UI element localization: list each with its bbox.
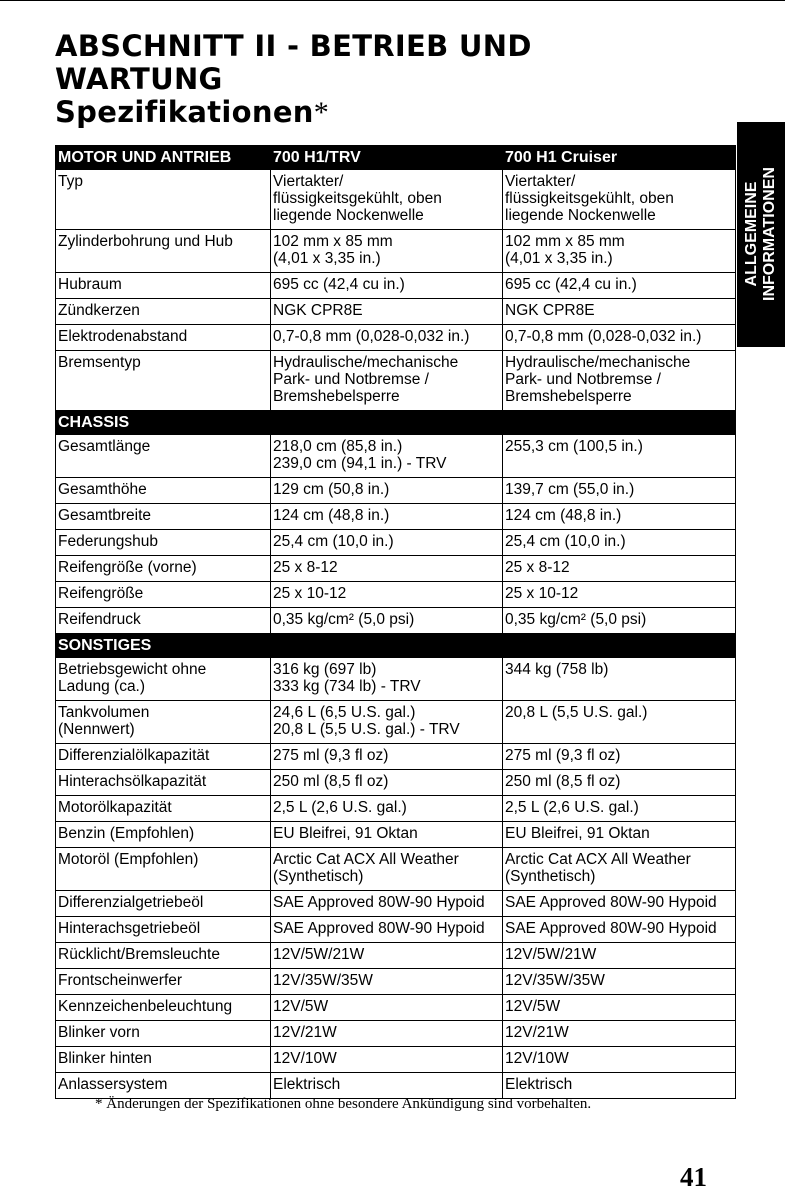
spec-label-cell: Tankvolumen (Nennwert) <box>56 701 271 744</box>
spec-value-cruiser-cell: SAE Approved 80W-90 Hypoid <box>503 891 736 917</box>
spec-value-cruiser-cell: 12V/21W <box>503 1021 736 1047</box>
spec-value-cruiser-cell: 102 mm x 85 mm (4,01 x 3,35 in.) <box>503 230 736 273</box>
spec-value-cruiser-cell: 124 cm (48,8 in.) <box>503 504 736 530</box>
table-row <box>56 969 736 995</box>
section-side-tab <box>737 122 785 347</box>
title-line-2: WARTUNG <box>55 62 223 96</box>
table-row <box>56 848 736 891</box>
spec-label-cell: Blinker hinten <box>56 1047 271 1073</box>
spec-value-cruiser-cell: 139,7 cm (55,0 in.) <box>503 478 736 504</box>
spec-label-cell: Motorölkapazität <box>56 796 271 822</box>
spec-value-trv-cell: SAE Approved 80W-90 Hypoid <box>271 917 503 943</box>
section-filler <box>271 411 736 435</box>
spec-value-trv-cell: 12V/10W <box>271 1047 503 1073</box>
spec-label-cell: Reifendruck <box>56 608 271 634</box>
top-rule <box>0 0 785 1</box>
header-700-h1-cruiser: 700 H1 Cruiser <box>503 146 736 170</box>
page-number: 41 <box>680 1162 707 1192</box>
spec-value-trv-cell: 275 ml (9,3 fl oz) <box>271 744 503 770</box>
footnote: * Änderungen der Spezifikationen ohne besondere Ankündigung sind vorbehalten. <box>95 1096 592 1112</box>
spec-label-cell: Differenzialgetriebeöl <box>56 891 271 917</box>
spec-value-cruiser-cell: Hydraulische/mechanische Park- und Notbremse / Bremshebelsperre <box>503 351 736 411</box>
table-row <box>56 478 736 504</box>
table-row <box>56 1047 736 1073</box>
table-row <box>56 273 736 299</box>
spec-value-trv-cell: Elektrisch <box>271 1073 503 1099</box>
spec-value-trv-cell: 25 x 8-12 <box>271 556 503 582</box>
spec-value-trv-cell: EU Bleifrei, 91 Oktan <box>271 822 503 848</box>
spec-value-cruiser-cell: 12V/5W <box>503 995 736 1021</box>
spec-label-cell: Blinker vorn <box>56 1021 271 1047</box>
spec-value-trv-cell: 0,35 kg/cm² (5,0 psi) <box>271 608 503 634</box>
spec-label-cell: Gesamtlänge <box>56 435 271 478</box>
spec-label-cell: Federungshub <box>56 530 271 556</box>
table-row <box>56 435 736 478</box>
spec-label-cell: Anlassersystem <box>56 1073 271 1099</box>
spec-label-cell: Hinterachsölkapazität <box>56 770 271 796</box>
spec-value-cruiser-cell: 20,8 L (5,5 U.S. gal.) <box>503 701 736 744</box>
spec-value-cruiser-cell: 25 x 8-12 <box>503 556 736 582</box>
spec-value-trv-cell: 12V/35W/35W <box>271 969 503 995</box>
title-line-1: ABSCHNITT II - BETRIEB UND <box>55 29 532 63</box>
table-row <box>56 658 736 701</box>
header-motor: MOTOR UND ANTRIEB <box>56 146 271 170</box>
subtitle-text: Spezifikationen <box>55 95 314 129</box>
subtitle-asterisk: * <box>313 96 330 129</box>
spec-value-cruiser-cell: 344 kg (758 lb) <box>503 658 736 701</box>
spec-label-cell: Motoröl (Empfohlen) <box>56 848 271 891</box>
spec-label-cell: Typ <box>56 170 271 230</box>
spec-value-cruiser-cell: NGK CPR8E <box>503 299 736 325</box>
table-row <box>56 701 736 744</box>
spec-value-trv-cell: 316 kg (697 lb) 333 kg (734 lb) - TRV <box>271 658 503 701</box>
spec-value-cruiser-cell: 275 ml (9,3 fl oz) <box>503 744 736 770</box>
table-row <box>56 170 736 230</box>
table-row <box>56 744 736 770</box>
spec-label-cell: Benzin (Empfohlen) <box>56 822 271 848</box>
table-row <box>56 917 736 943</box>
spec-value-cruiser-cell: Viertakter/ flüssigkeitsgekühlt, oben liegende Nockenwelle <box>503 170 736 230</box>
side-tab-label <box>743 122 779 347</box>
spec-value-cruiser-cell: 695 cc (42,4 cu in.) <box>503 273 736 299</box>
table-row <box>56 530 736 556</box>
spec-value-trv-cell: Arctic Cat ACX All Weather (Synthetisch) <box>271 848 503 891</box>
specifications-table <box>55 145 736 1099</box>
table-row <box>56 995 736 1021</box>
section-label: SONSTIGES <box>56 634 271 658</box>
spec-value-trv-cell: 12V/5W <box>271 995 503 1021</box>
side-tab-line-1: ALLGEMEINE <box>743 181 760 287</box>
spec-value-trv-cell: 2,5 L (2,6 U.S. gal.) <box>271 796 503 822</box>
table-row <box>56 822 736 848</box>
spec-value-cruiser-cell: SAE Approved 80W-90 Hypoid <box>503 917 736 943</box>
spec-label-cell: Differenzialölkapazität <box>56 744 271 770</box>
spec-value-cruiser-cell: 12V/10W <box>503 1047 736 1073</box>
side-tab-line-2: INFORMATIONEN <box>761 167 778 301</box>
section-filler <box>271 634 736 658</box>
section-header-chassis <box>56 411 736 435</box>
table-row <box>56 351 736 411</box>
spec-value-trv-cell: 24,6 L (6,5 U.S. gal.) 20,8 L (5,5 U.S. gal.) - TRV <box>271 701 503 744</box>
spec-label-cell: Hubraum <box>56 273 271 299</box>
spec-label-cell: Rücklicht/Bremsleuchte <box>56 943 271 969</box>
spec-label-cell: Reifengröße <box>56 582 271 608</box>
spec-value-trv-cell: NGK CPR8E <box>271 299 503 325</box>
spec-value-cruiser-cell: EU Bleifrei, 91 Oktan <box>503 822 736 848</box>
subtitle <box>55 96 532 129</box>
table-header-row <box>56 146 736 170</box>
spec-label-cell: Reifengröße (vorne) <box>56 556 271 582</box>
table-row <box>56 608 736 634</box>
spec-label-cell: Zylinderbohrung und Hub <box>56 230 271 273</box>
spec-value-trv-cell: 129 cm (50,8 in.) <box>271 478 503 504</box>
spec-value-trv-cell: 250 ml (8,5 fl oz) <box>271 770 503 796</box>
table-row <box>56 943 736 969</box>
spec-label-cell: Bremsentyp <box>56 351 271 411</box>
table-row <box>56 582 736 608</box>
table-row <box>56 230 736 273</box>
spec-value-trv-cell: 102 mm x 85 mm (4,01 x 3,35 in.) <box>271 230 503 273</box>
spec-value-trv-cell: 25,4 cm (10,0 in.) <box>271 530 503 556</box>
spec-value-trv-cell: Hydraulische/mechanische Park- und Notbremse / Bremshebelsperre <box>271 351 503 411</box>
spec-label-cell: Betriebsgewicht ohne Ladung (ca.) <box>56 658 271 701</box>
spec-value-cruiser-cell: Elektrisch <box>503 1073 736 1099</box>
spec-value-cruiser-cell: Arctic Cat ACX All Weather (Synthetisch) <box>503 848 736 891</box>
table-row <box>56 325 736 351</box>
table-row <box>56 770 736 796</box>
header-700-h1-trv: 700 H1/TRV <box>271 146 503 170</box>
table-row <box>56 1073 736 1099</box>
table-row <box>56 556 736 582</box>
table-row <box>56 796 736 822</box>
table-row <box>56 1021 736 1047</box>
spec-value-trv-cell: 12V/21W <box>271 1021 503 1047</box>
table-row <box>56 504 736 530</box>
spec-label-cell: Gesamtbreite <box>56 504 271 530</box>
spec-value-trv-cell: 124 cm (48,8 in.) <box>271 504 503 530</box>
spec-value-cruiser-cell: 2,5 L (2,6 U.S. gal.) <box>503 796 736 822</box>
spec-label-cell: Hinterachsgetriebeöl <box>56 917 271 943</box>
spec-value-cruiser-cell: 25 x 10-12 <box>503 582 736 608</box>
spec-value-cruiser-cell: 12V/35W/35W <box>503 969 736 995</box>
spec-value-cruiser-cell: 0,7-0,8 mm (0,028-0,032 in.) <box>503 325 736 351</box>
spec-label-cell: Gesamthöhe <box>56 478 271 504</box>
page-title <box>55 30 532 129</box>
spec-value-cruiser-cell: 250 ml (8,5 fl oz) <box>503 770 736 796</box>
table-row <box>56 891 736 917</box>
table-row <box>56 299 736 325</box>
spec-value-trv-cell: 25 x 10-12 <box>271 582 503 608</box>
spec-label-cell: Elektrodenabstand <box>56 325 271 351</box>
spec-label-cell: Zündkerzen <box>56 299 271 325</box>
spec-value-cruiser-cell: 12V/5W/21W <box>503 943 736 969</box>
spec-value-trv-cell: 695 cc (42,4 cu in.) <box>271 273 503 299</box>
spec-value-cruiser-cell: 0,35 kg/cm² (5,0 psi) <box>503 608 736 634</box>
spec-value-cruiser-cell: 255,3 cm (100,5 in.) <box>503 435 736 478</box>
spec-label-cell: Frontscheinwerfer <box>56 969 271 995</box>
spec-value-trv-cell: SAE Approved 80W-90 Hypoid <box>271 891 503 917</box>
spec-value-cruiser-cell: 25,4 cm (10,0 in.) <box>503 530 736 556</box>
section-label: CHASSIS <box>56 411 271 435</box>
spec-label-cell: Kennzeichenbeleuchtung <box>56 995 271 1021</box>
spec-value-trv-cell: 12V/5W/21W <box>271 943 503 969</box>
spec-value-trv-cell: Viertakter/ flüssigkeitsgekühlt, oben liegende Nockenwelle <box>271 170 503 230</box>
section-header-sonstiges <box>56 634 736 658</box>
spec-value-trv-cell: 0,7-0,8 mm (0,028-0,032 in.) <box>271 325 503 351</box>
spec-value-trv-cell: 218,0 cm (85,8 in.) 239,0 cm (94,1 in.) - TRV <box>271 435 503 478</box>
